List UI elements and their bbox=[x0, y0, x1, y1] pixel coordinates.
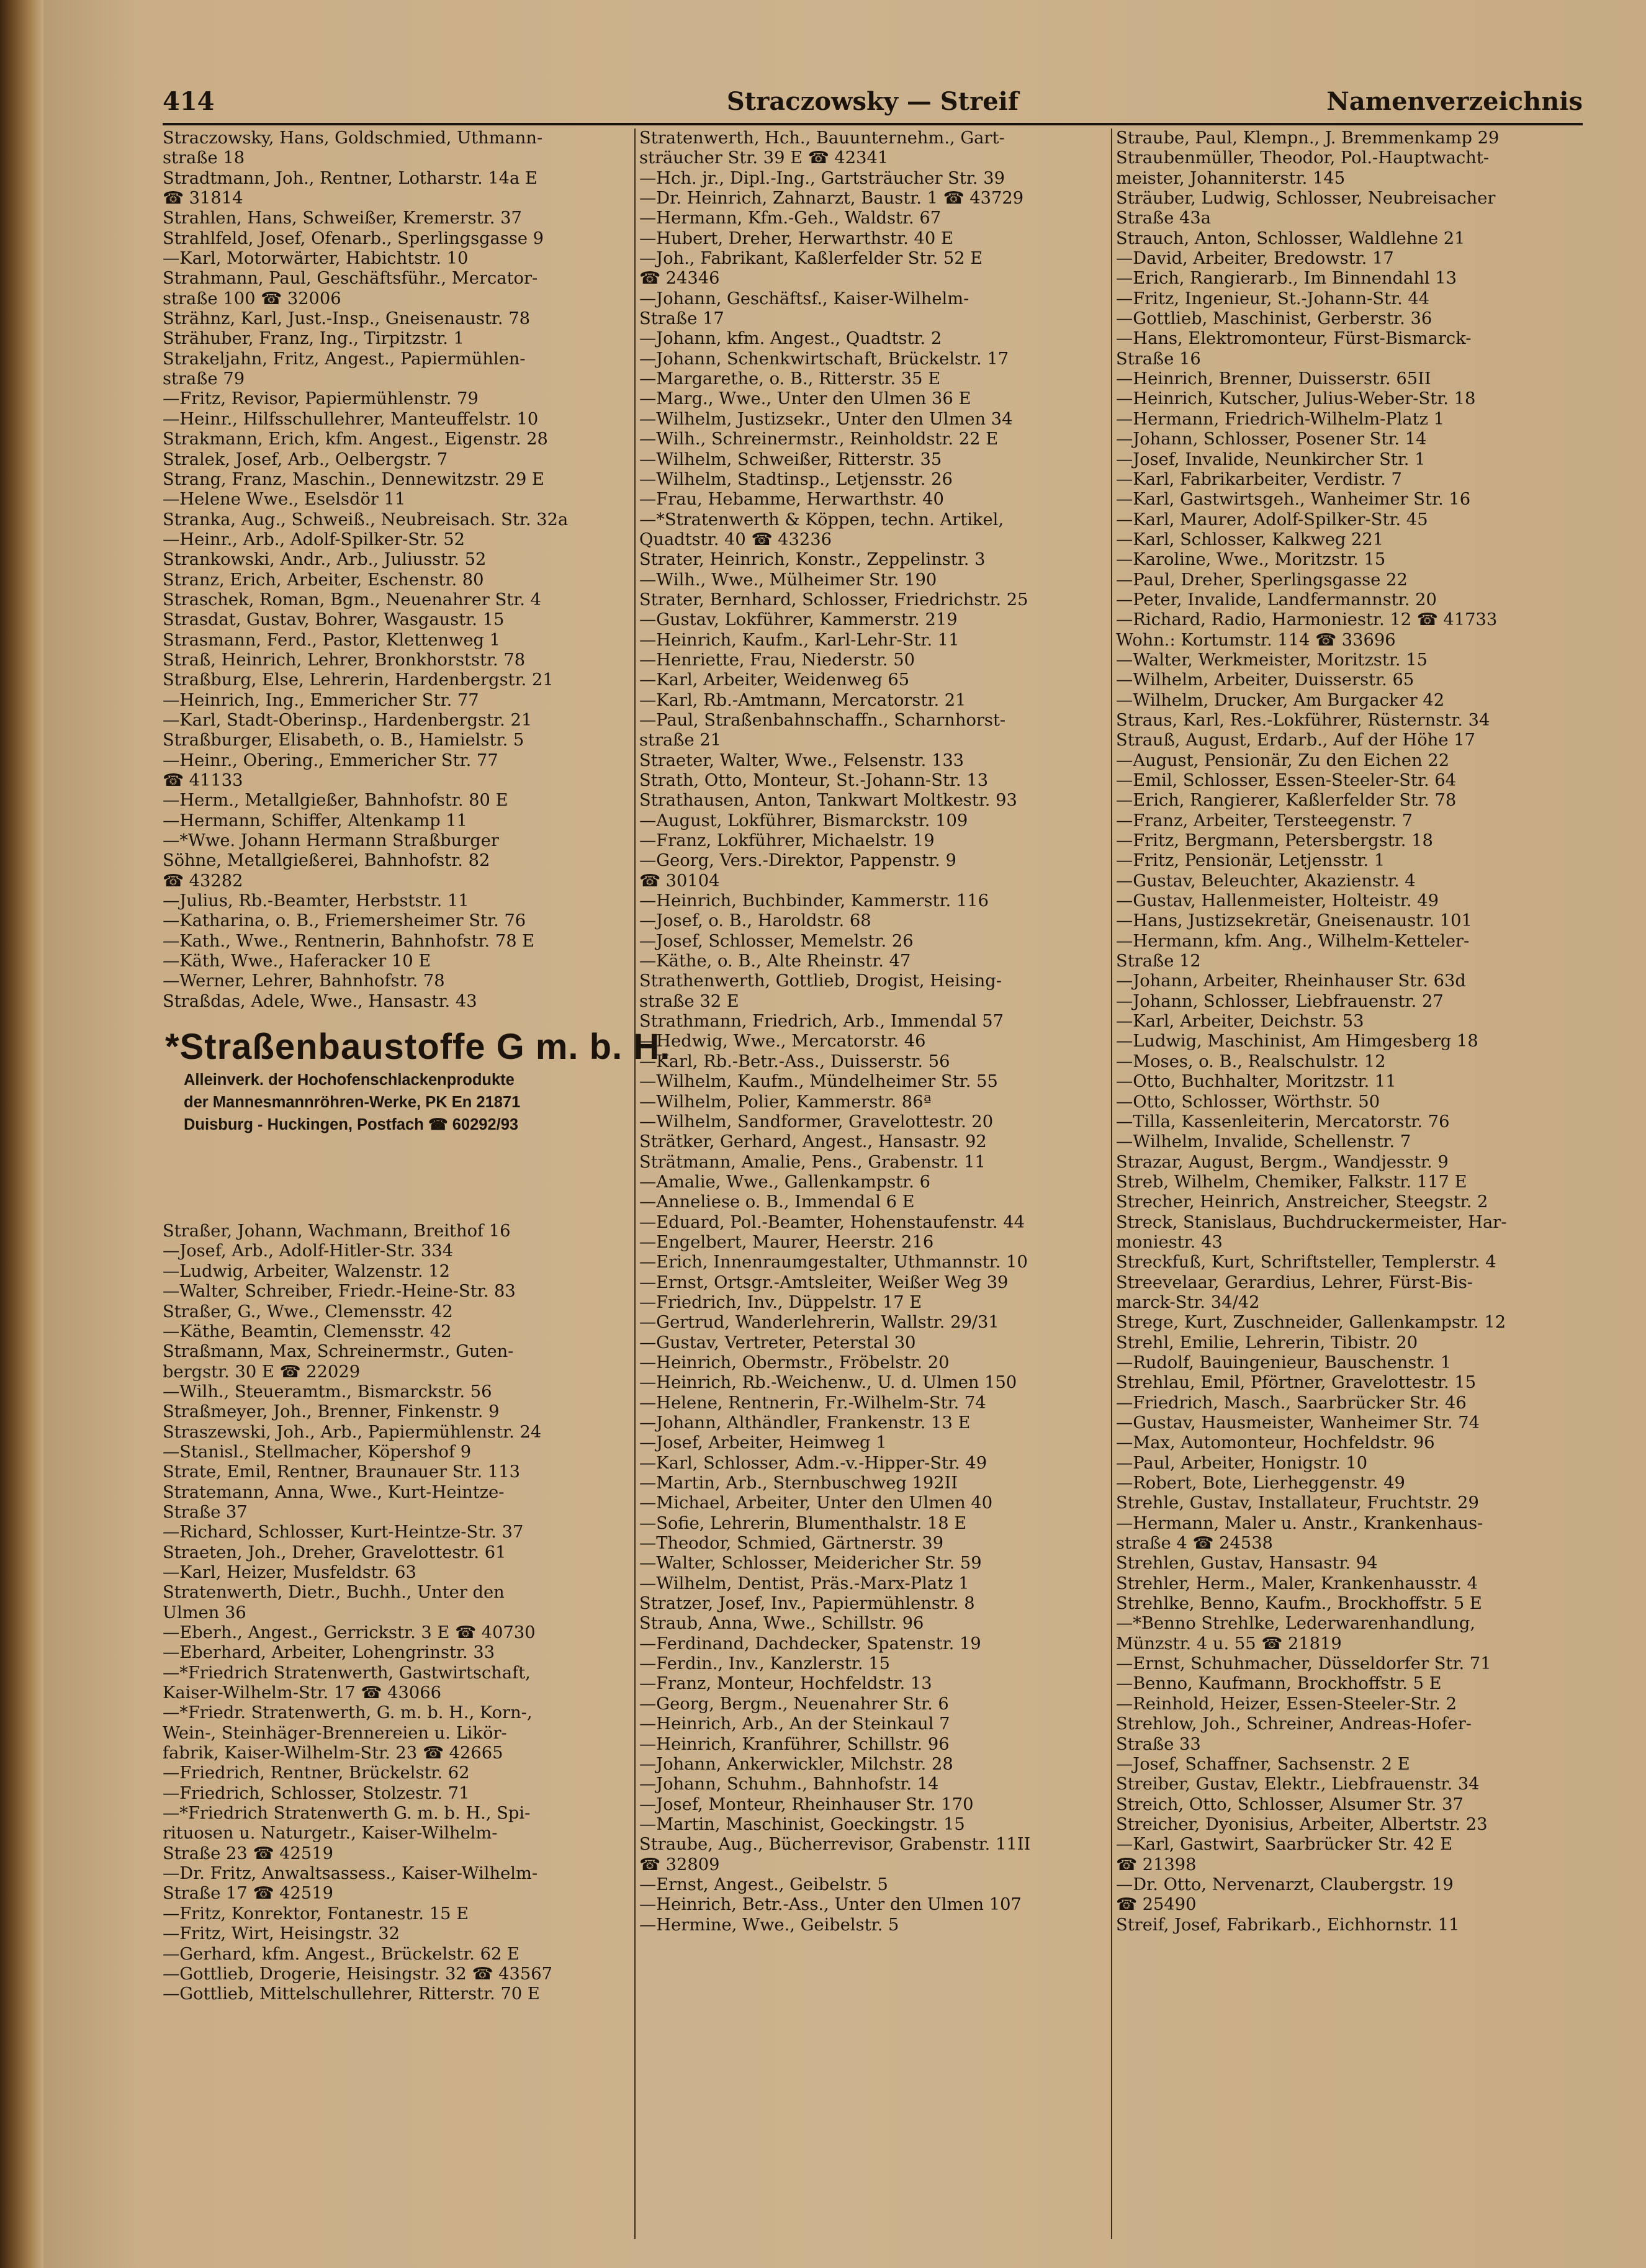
directory-entry-line: ☎ 31814 bbox=[163, 189, 243, 209]
directory-entry-line: —Walter, Schlosser, Meidericher Str. 59 bbox=[639, 1554, 982, 1573]
directory-entry-line: Strater, Bernhard, Schlosser, Friedrichstr. 25 bbox=[639, 590, 1028, 610]
directory-entry-line: —Johann, Schlosser, Posener Str. 14 bbox=[1116, 430, 1427, 449]
directory-entry-line: —Heinrich, Obermstr., Fröbelstr. 20 bbox=[639, 1352, 950, 1372]
directory-entry-line: ☎ 32809 bbox=[639, 1855, 720, 1874]
directory-entry-line: —Gustav, Hausmeister, Wanheimer Str. 74 bbox=[1116, 1413, 1480, 1433]
directory-entry-line: Straßmann, Max, Schreinermstr., Guten- bbox=[163, 1342, 514, 1362]
directory-entry-line: —David, Arbeiter, Bredowstr. 17 bbox=[1116, 249, 1394, 269]
directory-entry-line: —Karl, Arbeiter, Deichstr. 53 bbox=[1116, 1012, 1364, 1032]
directory-entry-line: —Helene, Rentnerin, Fr.-Wilhelm-Str. 74 bbox=[639, 1393, 986, 1413]
directory-entry-line: —Martin, Maschinist, Goeckingstr. 15 bbox=[639, 1814, 965, 1834]
directory-entry-line: —Ludwig, Arbeiter, Walzenstr. 12 bbox=[163, 1261, 450, 1281]
ad-line: Alleinverk. der Hochofenschlackenprodukte bbox=[184, 1071, 515, 1089]
ad-line: Duisburg - Huckingen, Postfach ☎ 60292/93 bbox=[184, 1116, 519, 1134]
directory-entry-line: Kaiser-Wilhelm-Str. 17 ☎ 43066 bbox=[163, 1683, 441, 1703]
directory-entry-line: fabrik, Kaiser-Wilhelm-Str. 23 ☎ 42665 bbox=[163, 1744, 503, 1763]
directory-entry-line: straße 79 bbox=[163, 369, 245, 389]
directory-entry-line: Strathenwerth, Gottlieb, Drogist, Heising- bbox=[639, 971, 1002, 991]
directory-entry-line: Strate, Emil, Rentner, Braunauer Str. 113 bbox=[163, 1462, 520, 1482]
directory-entry-line: —Gustav, Lokführer, Kammerstr. 219 bbox=[639, 610, 958, 630]
directory-entry-line: —Heinrich, Rb.-Weichenw., U. d. Ulmen 150 bbox=[639, 1373, 1017, 1393]
column-3 bbox=[1116, 128, 1572, 1935]
advertisement-box bbox=[163, 1025, 671, 1208]
directory-entry-line: —Hermann, Schiffer, Altenkamp 11 bbox=[163, 811, 467, 830]
directory-entry-line: Strasmann, Ferd., Pastor, Klettenweg 1 bbox=[163, 630, 501, 650]
directory-entry-line: —Wilhelm, Stadtinsp., Letjensstr. 26 bbox=[639, 469, 953, 489]
directory-entry-line: —Käthe, Beamtin, Clemensstr. 42 bbox=[163, 1321, 452, 1341]
directory-entry-line: —Joh., Fabrikant, Kaßlerfelder Str. 52 E bbox=[639, 249, 983, 269]
directory-entry-line: Straubenmüller, Theodor, Pol.-Hauptwacht- bbox=[1116, 148, 1490, 168]
directory-entry-line: —Gustav, Beleuchter, Akazienstr. 4 bbox=[1116, 871, 1416, 891]
directory-entry-line: —Karl, Gastwirtsgeh., Wanheimer Str. 16 bbox=[1116, 490, 1471, 510]
column-divider-1 bbox=[634, 128, 636, 2239]
directory-entry-line: —Hch. jr., Dipl.-Ing., Gartsträucher Str. 39 bbox=[639, 168, 1005, 188]
directory-entry-line: —Hans, Justizsekretär, Gneisenaustr. 101 bbox=[1116, 911, 1472, 931]
header-rule bbox=[163, 123, 1583, 125]
directory-entry-line: straße 100 ☎ 32006 bbox=[163, 289, 341, 308]
directory-entry-line: —Martin, Arb., Sternbuschweg 192II bbox=[639, 1474, 958, 1493]
directory-entry-line: —Dr. Heinrich, Zahnarzt, Baustr. 1 ☎ 43729 bbox=[639, 189, 1024, 209]
directory-entry-line: —Wilhelm, Polier, Kammerstr. 86ª bbox=[639, 1092, 932, 1112]
directory-entry-line: Streif, Josef, Fabrikarb., Eichhornstr. 11 bbox=[1116, 1915, 1460, 1935]
directory-entry-line: Straube, Aug., Bücherrevisor, Grabenstr. 11II bbox=[639, 1835, 1031, 1855]
directory-entry-line: Straeter, Walter, Wwe., Felsenstr. 133 bbox=[639, 750, 965, 770]
directory-entry-line: Stralek, Josef, Arb., Oelbergstr. 7 bbox=[163, 449, 448, 469]
directory-entry-line: —Fritz, Wirt, Heisingstr. 32 bbox=[163, 1924, 400, 1944]
directory-entry-line: Straße 33 bbox=[1116, 1734, 1201, 1754]
directory-entry-line: —Moses, o. B., Realschulstr. 12 bbox=[1116, 1051, 1386, 1071]
directory-entry-line: —Walter, Schreiber, Friedr.-Heine-Str. 83 bbox=[163, 1282, 516, 1302]
directory-entry-line: —Eberh., Angest., Gerrickstr. 3 E ☎ 40730 bbox=[163, 1623, 536, 1642]
directory-entry-line: —Johann, Althändler, Frankenstr. 13 E bbox=[639, 1413, 971, 1433]
directory-entry-line: —Emil, Schlosser, Essen-Steeler-Str. 64 bbox=[1116, 771, 1457, 790]
directory-entry-line: —Heinr., Obering., Emmericher Str. 77 bbox=[163, 750, 498, 770]
directory-entry-line: —Herm., Metallgießer, Bahnhofstr. 80 E bbox=[163, 791, 508, 811]
directory-entry-line: Streicher, Dyonisius, Arbeiter, Albertstr. 23 bbox=[1116, 1814, 1488, 1834]
page-number: 414 bbox=[163, 87, 215, 116]
directory-entry-line: —Karl, Heizer, Musfeldstr. 63 bbox=[163, 1562, 416, 1582]
directory-entry-line: —Heinrich, Kutscher, Julius-Weber-Str. 18 bbox=[1116, 389, 1476, 409]
directory-entry-line: —Franz, Arbeiter, Tersteegenstr. 7 bbox=[1116, 811, 1413, 830]
directory-entry-line: —Erich, Rangierarb., Im Binnendahl 13 bbox=[1116, 269, 1457, 289]
directory-entry-line: straße 32 E bbox=[639, 991, 739, 1011]
directory-entry-line: —August, Pensionär, Zu den Eichen 22 bbox=[1116, 750, 1450, 770]
directory-entry-line: —Peter, Invalide, Landfermannstr. 20 bbox=[1116, 590, 1437, 610]
directory-entry-line: —Gertrud, Wanderlehrerin, Wallstr. 29/31 bbox=[639, 1313, 999, 1333]
directory-entry-line: —Karl, Rb.-Amtmann, Mercatorstr. 21 bbox=[639, 690, 966, 710]
directory-entry-line: —Gustav, Hallenmeister, Holteistr. 49 bbox=[1116, 891, 1439, 911]
directory-entry-line: —Ernst, Angest., Geibelstr. 5 bbox=[639, 1874, 888, 1894]
directory-entry-line: rituosen u. Naturgetr., Kaiser-Wilhelm- bbox=[163, 1824, 498, 1843]
directory-entry-line: —Werner, Lehrer, Bahnhofstr. 78 bbox=[163, 971, 445, 991]
directory-entry-line: —Josef, Monteur, Rheinhauser Str. 170 bbox=[639, 1794, 974, 1814]
directory-entry-line: —Wilhelm, Invalide, Schellenstr. 7 bbox=[1116, 1132, 1411, 1152]
directory-entry-line: —Kath., Wwe., Rentnerin, Bahnhofstr. 78 E bbox=[163, 931, 535, 951]
directory-entry-line: straße 18 bbox=[163, 148, 245, 168]
directory-entry-line: meister, Johanniterstr. 145 bbox=[1116, 168, 1346, 188]
directory-entry-line: Strätmann, Amalie, Pens., Grabenstr. 11 bbox=[639, 1152, 986, 1172]
directory-entry-line: —Amalie, Wwe., Gallenkampstr. 6 bbox=[639, 1172, 930, 1192]
book-binding-shadow bbox=[0, 0, 43, 2268]
directory-entry-line: Ulmen 36 bbox=[163, 1603, 246, 1622]
directory-entry-line: Streck, Stanislaus, Buchdruckermeister, Har- bbox=[1116, 1212, 1507, 1232]
directory-entry-line: —Karl, Maurer, Adolf-Spilker-Str. 45 bbox=[1116, 510, 1428, 529]
running-title: Straczowsky — Streif bbox=[726, 87, 1019, 116]
directory-entry-line: —Eduard, Pol.-Beamter, Hohenstaufenstr. 44 bbox=[639, 1212, 1025, 1232]
directory-entry-line: —Gottlieb, Maschinist, Gerberstr. 36 bbox=[1116, 309, 1432, 329]
directory-entry-line: Strathmann, Friedrich, Arb., Immendal 57 bbox=[639, 1012, 1004, 1032]
directory-entry-line: —*Friedrich Stratenwerth, Gastwirtschaft, bbox=[163, 1663, 531, 1683]
directory-entry-line: Stratzer, Josef, Inv., Papiermühlenstr. 8 bbox=[639, 1594, 975, 1614]
directory-entry-line: —Heinrich, Arb., An der Steinkaul 7 bbox=[639, 1714, 950, 1734]
directory-entry-line: straße 21 bbox=[639, 731, 722, 750]
column-1-entries-top bbox=[163, 128, 619, 1012]
directory-entry-line: ☎ 43282 bbox=[163, 871, 243, 891]
directory-entry-line: —Ferdin., Inv., Kanzlerstr. 15 bbox=[639, 1654, 891, 1674]
column-3-entries bbox=[1116, 128, 1572, 1935]
directory-entry-line: —Anneliese o. B., Immendal 6 E bbox=[639, 1192, 915, 1212]
directory-entry-line: Strasdat, Gustav, Bohrer, Wasgaustr. 15 bbox=[163, 610, 505, 630]
directory-entry-line: Strazar, August, Bergm., Wandjesstr. 9 bbox=[1116, 1152, 1449, 1172]
directory-entry-line: —Wilhelm, Schweißer, Ritterstr. 35 bbox=[639, 449, 942, 469]
directory-entry-line: Straßer, Johann, Wachmann, Breithof 16 bbox=[163, 1222, 511, 1241]
directory-entry-line: ☎ 25490 bbox=[1116, 1895, 1197, 1915]
directory-entry-line: —Walter, Werkmeister, Moritzstr. 15 bbox=[1116, 650, 1428, 670]
directory-entry-line: Söhne, Metallgießerei, Bahnhofstr. 82 bbox=[163, 851, 490, 871]
directory-entry-line: Stranka, Aug., Schweiß., Neubreisach. Str. 32a bbox=[163, 510, 569, 529]
directory-entry-line: —Wilhelm, Drucker, Am Burgacker 42 bbox=[1116, 690, 1445, 710]
directory-entry-line: —Franz, Lokführer, Michaelstr. 19 bbox=[639, 831, 935, 851]
directory-entry-line: —Reinhold, Heizer, Essen-Steeler-Str. 2 bbox=[1116, 1694, 1457, 1714]
directory-entry-line: —Paul, Dreher, Sperlingsgasse 22 bbox=[1116, 570, 1408, 590]
directory-entry-line: —Fritz, Konrektor, Fontanestr. 15 E bbox=[163, 1904, 469, 1924]
directory-entry-line: —Heinrich, Ing., Emmericher Str. 77 bbox=[163, 690, 479, 710]
directory-entry-line: —Georg, Bergm., Neuenahrer Str. 6 bbox=[639, 1694, 949, 1714]
directory-entry-line: Strehl, Emilie, Lehrerin, Tibistr. 20 bbox=[1116, 1333, 1418, 1352]
directory-entry-line: —Josef, Arbeiter, Heimweg 1 bbox=[639, 1433, 887, 1453]
directory-entry-line: —Heinrich, Kranführer, Schillstr. 96 bbox=[639, 1734, 950, 1754]
directory-entry-line: —Karl, Stadt-Oberinsp., Hardenbergstr. 21 bbox=[163, 710, 533, 730]
directory-entry-line: —Wilhelm, Sandformer, Gravelottestr. 20 bbox=[639, 1112, 994, 1132]
directory-entry-line: —Marg., Wwe., Unter den Ulmen 36 E bbox=[639, 389, 971, 409]
directory-entry-line: —Josef, Invalide, Neunkircher Str. 1 bbox=[1116, 449, 1426, 469]
directory-entry-line: Straß, Heinrich, Lehrer, Bronkhorststr. 78 bbox=[163, 650, 526, 670]
directory-entry-line: —Erich, Innenraumgestalter, Uthmannstr. 10 bbox=[639, 1253, 1028, 1272]
directory-entry-line: —Johann, Arbeiter, Rheinhauser Str. 63d bbox=[1116, 971, 1466, 991]
directory-entry-line: —*Benno Strehlke, Lederwarenhandlung, bbox=[1116, 1614, 1475, 1634]
directory-entry-line: —Franz, Monteur, Hochfeldstr. 13 bbox=[639, 1674, 932, 1694]
directory-entry-line: Wohn.: Kortumstr. 114 ☎ 33696 bbox=[1116, 630, 1396, 650]
directory-entry-line: Strähuber, Franz, Ing., Tirpitzstr. 1 bbox=[163, 329, 464, 349]
directory-entry-line: Strathausen, Anton, Tankwart Moltkestr. 93 bbox=[639, 791, 1017, 811]
directory-entry-line: —Tilla, Kassenleiterin, Mercatorstr. 76 bbox=[1116, 1112, 1450, 1132]
directory-entry-line: —Wilh., Wwe., Mülheimer Str. 190 bbox=[639, 570, 937, 590]
directory-entry-line: Strehlke, Benno, Kaufm., Brockhoffstr. 5 E bbox=[1116, 1594, 1482, 1614]
directory-entry-line: Straßburg, Else, Lehrerin, Hardenbergstr. 21 bbox=[163, 670, 554, 690]
directory-entry-line: Straczowsky, Hans, Goldschmied, Uthmann- bbox=[163, 128, 543, 148]
directory-entry-line: —Gustav, Vertreter, Peterstal 30 bbox=[639, 1333, 916, 1352]
directory-entry-line: —Helene Wwe., Eselsdör 11 bbox=[163, 490, 406, 510]
directory-entry-line: —Johann, Schlosser, Liebfrauenstr. 27 bbox=[1116, 991, 1444, 1011]
directory-entry-line: —Michael, Arbeiter, Unter den Ulmen 40 bbox=[639, 1493, 993, 1513]
directory-entry-line: —Max, Automonteur, Hochfeldstr. 96 bbox=[1116, 1433, 1435, 1453]
directory-entry-line: —Käthe, o. B., Alte Rheinstr. 47 bbox=[639, 952, 911, 971]
directory-entry-line: —Josef, Schlosser, Memelstr. 26 bbox=[639, 931, 914, 951]
directory-entry-line: —Robert, Bote, Lierheggenstr. 49 bbox=[1116, 1474, 1405, 1493]
directory-entry-line: Straeten, Joh., Dreher, Gravelottestr. 61 bbox=[163, 1542, 506, 1562]
column-1 bbox=[163, 128, 671, 2005]
directory-entry-line: —Johann, Schuhm., Bahnhofstr. 14 bbox=[639, 1775, 939, 1794]
directory-entry-line: —Hermann, kfm. Ang., Wilhelm-Ketteler- bbox=[1116, 931, 1470, 951]
directory-entry-line: —Wilhelm, Arbeiter, Duisserstr. 65 bbox=[1116, 670, 1414, 690]
directory-entry-line: —Johann, Schenkwirtschaft, Brückelstr. 17 bbox=[639, 349, 1009, 369]
directory-entry-line: —Hermann, Friedrich-Wilhelm-Platz 1 bbox=[1116, 409, 1445, 429]
directory-entry-line: Quadtstr. 40 ☎ 43236 bbox=[639, 529, 832, 549]
directory-entry-line: —Karl, Fabrikarbeiter, Verdistr. 7 bbox=[1116, 469, 1402, 489]
directory-entry-line: —Josef, o. B., Haroldstr. 68 bbox=[639, 911, 871, 931]
directory-entry-line: Strauch, Anton, Schlosser, Waldlehne 21 bbox=[1116, 228, 1465, 248]
directory-entry-line: —Heinrich, Betr.-Ass., Unter den Ulmen 107 bbox=[639, 1895, 1022, 1915]
directory-entry-line: Münzstr. 4 u. 55 ☎ 21819 bbox=[1116, 1634, 1342, 1654]
directory-entry-line: —Johann, Geschäftsf., Kaiser-Wilhelm- bbox=[639, 289, 969, 308]
directory-entry-line: —Stanisl., Stellmacher, Köpershof 9 bbox=[163, 1442, 472, 1462]
directory-entry-line: —Engelbert, Maurer, Heerstr. 216 bbox=[639, 1232, 934, 1252]
directory-entry-line: —Richard, Schlosser, Kurt-Heintze-Str. 37 bbox=[163, 1523, 524, 1542]
directory-entry-line: —Ferdinand, Dachdecker, Spatenstr. 19 bbox=[639, 1634, 981, 1654]
directory-entry-line: sträucher Str. 39 E ☎ 42341 bbox=[639, 148, 889, 168]
directory-entry-line: —Wilh., Steueramtm., Bismarckstr. 56 bbox=[163, 1382, 492, 1402]
column-2 bbox=[639, 128, 1095, 1935]
directory-entry-line: Stranz, Erich, Arbeiter, Eschenstr. 80 bbox=[163, 570, 484, 590]
directory-entry-line: Streiber, Gustav, Elektr., Liebfrauenstr. 34 bbox=[1116, 1775, 1480, 1794]
directory-entry-line: —Ludwig, Maschinist, Am Himgesberg 18 bbox=[1116, 1032, 1478, 1051]
ad-line: der Mannesmannröhren-Werke, PK En 21871 bbox=[184, 1094, 521, 1112]
directory-entry-line: bergstr. 30 E ☎ 22029 bbox=[163, 1362, 361, 1382]
directory-entry-line: —Margarethe, o. B., Ritterstr. 35 E bbox=[639, 369, 941, 389]
directory-entry-line: —*Wwe. Johann Hermann Straßburger bbox=[163, 831, 499, 851]
directory-entry-line: —Ernst, Schuhmacher, Düsseldorfer Str. 71 bbox=[1116, 1654, 1491, 1674]
directory-entry-line: Strath, Otto, Monteur, St.-Johann-Str. 13 bbox=[639, 771, 989, 790]
directory-entry-line: Streevelaar, Gerardius, Lehrer, Fürst-Bis- bbox=[1116, 1272, 1473, 1292]
directory-entry-line: —Hermine, Wwe., Geibelstr. 5 bbox=[639, 1915, 899, 1935]
directory-entry-line: Strahlfeld, Josef, Ofenarb., Sperlingsgasse 9 bbox=[163, 228, 544, 248]
column-divider-2 bbox=[1111, 128, 1112, 2239]
directory-entry-line: Straus, Karl, Res.-Lokführer, Rüsternstr. 34 bbox=[1116, 710, 1490, 730]
directory-entry-line: —August, Lokführer, Bismarckstr. 109 bbox=[639, 811, 968, 830]
directory-entry-line: —Erich, Rangierer, Kaßlerfelder Str. 78 bbox=[1116, 791, 1457, 811]
directory-entry-line: Streb, Wilhelm, Chemiker, Falkstr. 117 E bbox=[1116, 1172, 1467, 1192]
directory-entry-line: —Heinrich, Buchbinder, Kammerstr. 116 bbox=[639, 891, 989, 911]
directory-entry-line: —*Stratenwerth & Köppen, techn. Artikel, bbox=[639, 510, 1004, 529]
directory-entry-line: —Otto, Schlosser, Wörthstr. 50 bbox=[1116, 1092, 1380, 1112]
page-header bbox=[163, 87, 1583, 122]
directory-entry-line: —Karl, Rb.-Betr.-Ass., Duisserstr. 56 bbox=[639, 1051, 950, 1071]
column-2-entries bbox=[639, 128, 1095, 1935]
directory-entry-line: —Karl, Motorwärter, Habichtstr. 10 bbox=[163, 249, 469, 269]
directory-entry-line: Strankowski, Andr., Arb., Juliusstr. 52 bbox=[163, 550, 487, 570]
column-1-entries-bottom bbox=[163, 1222, 619, 2004]
directory-entry-line: —Heinr., Arb., Adolf-Spilker-Str. 52 bbox=[163, 529, 465, 549]
directory-entry-line: Strehle, Gustav, Installateur, Fruchtstr. 29 bbox=[1116, 1493, 1479, 1513]
directory-entry-line: Strang, Franz, Maschin., Dennewitzstr. 29 E bbox=[163, 469, 544, 489]
directory-entry-line: —Karl, Schlosser, Kalkweg 221 bbox=[1116, 529, 1384, 549]
directory-entry-line: —Heinr., Hilfsschullehrer, Manteuffelstr. 10 bbox=[163, 409, 539, 429]
directory-entry-line: —Gottlieb, Mittelschullehrer, Ritterstr. 70 E bbox=[163, 1984, 540, 2004]
directory-entry-line: ☎ 30104 bbox=[639, 871, 720, 891]
directory-entry-line: Streckfuß, Kurt, Schriftsteller, Templerstr. 4 bbox=[1116, 1253, 1496, 1272]
directory-entry-line: —Wilhelm, Justizsekr., Unter den Ulmen 34 bbox=[639, 409, 1013, 429]
directory-entry-line: —Wilhelm, Dentist, Präs.-Marx-Platz 1 bbox=[639, 1573, 969, 1593]
ad-title: *Straßenbaustoffe G m. b. H. bbox=[165, 1027, 671, 1068]
directory-entry-line: Straßer, G., Wwe., Clemensstr. 42 bbox=[163, 1302, 453, 1321]
directory-entry-line: —Theodor, Schmied, Gärtnerstr. 39 bbox=[639, 1534, 944, 1554]
directory-entry-line: Strakmann, Erich, kfm. Angest., Eigenstr. 28 bbox=[163, 430, 548, 449]
directory-entry-line: —*Friedrich Stratenwerth G. m. b. H., Spi- bbox=[163, 1804, 531, 1824]
directory-entry-line: —Dr. Fritz, Anwaltsassess., Kaiser-Wilhelm- bbox=[163, 1864, 538, 1884]
directory-entry-line: —Paul, Arbeiter, Honigstr. 10 bbox=[1116, 1453, 1368, 1473]
directory-entry-line: Strehler, Herm., Maler, Krankenhausstr. 4 bbox=[1116, 1573, 1478, 1593]
directory-entry-line: —Fritz, Bergmann, Petersbergstr. 18 bbox=[1116, 831, 1433, 851]
directory-entry-line: —Rudolf, Bauingenieur, Bauschenstr. 1 bbox=[1116, 1352, 1452, 1372]
directory-entry-line: Straße 17 ☎ 42519 bbox=[163, 1884, 333, 1904]
directory-entry-line: —Fritz, Pensionär, Letjensstr. 1 bbox=[1116, 851, 1385, 871]
directory-entry-line: —Frau, Hebamme, Herwarthstr. 40 bbox=[639, 490, 944, 510]
directory-entry-line: Straße 17 bbox=[639, 309, 724, 329]
directory-entry-line: Streich, Otto, Schlosser, Alsumer Str. 37 bbox=[1116, 1794, 1464, 1814]
directory-entry-line: —Hans, Elektromonteur, Fürst-Bismarck- bbox=[1116, 329, 1472, 349]
directory-entry-line: —Friedrich, Masch., Saarbrücker Str. 46 bbox=[1116, 1393, 1467, 1413]
directory-entry-line: —Karl, Arbeiter, Weidenweg 65 bbox=[639, 670, 910, 690]
directory-entry-line: Stratemann, Anna, Wwe., Kurt-Heintze- bbox=[163, 1482, 505, 1502]
directory-entry-line: Stradtmann, Joh., Rentner, Lotharstr. 14a E bbox=[163, 168, 537, 188]
directory-entry-line: —Hedwig, Wwe., Mercatorstr. 46 bbox=[639, 1032, 926, 1051]
directory-entry-line: Straschek, Roman, Bgm., Neuenahrer Str. 4 bbox=[163, 590, 542, 610]
directory-entry-line: Strahlen, Hans, Schweißer, Kremerstr. 37 bbox=[163, 209, 522, 228]
directory-entry-line: Straßdas, Adele, Wwe., Hansastr. 43 bbox=[163, 991, 477, 1011]
directory-entry-line: Straße 23 ☎ 42519 bbox=[163, 1843, 333, 1863]
directory-entry-line: Straße 43a bbox=[1116, 209, 1212, 228]
directory-entry-line: ☎ 21398 bbox=[1116, 1855, 1197, 1874]
directory-entry-line: ☎ 24346 bbox=[639, 269, 720, 289]
directory-entry-line: —Johann, kfm. Angest., Quadtstr. 2 bbox=[639, 329, 942, 349]
directory-entry-line: Strater, Heinrich, Konstr., Zeppelinstr. 3 bbox=[639, 550, 986, 570]
directory-entry-line: Straßburger, Elisabeth, o. B., Hamielstr. 5 bbox=[163, 731, 524, 750]
directory-entry-line: —Benno, Kaufmann, Brockhoffstr. 5 E bbox=[1116, 1674, 1442, 1694]
directory-entry-line: Stratenwerth, Hch., Bauunternehm., Gart- bbox=[639, 128, 1005, 148]
directory-entry-line: —Karoline, Wwe., Moritzstr. 15 bbox=[1116, 550, 1386, 570]
directory-entry-line: —Käth, Wwe., Haferacker 10 E bbox=[163, 952, 431, 971]
directory-entry-line: —Hermann, Kfm.-Geh., Waldstr. 67 bbox=[639, 209, 942, 228]
directory-entry-line: Strakeljahn, Fritz, Angest., Papiermühlen- bbox=[163, 349, 526, 369]
directory-entry-line: —Georg, Vers.-Direktor, Pappenstr. 9 bbox=[639, 851, 956, 871]
directory-entry-line: —Paul, Straßenbahnschaffn., Scharnhorst- bbox=[639, 710, 1006, 730]
directory-entry-line: —Eberhard, Arbeiter, Lohengrinstr. 33 bbox=[163, 1643, 495, 1663]
directory-entry-line: marck-Str. 34/42 bbox=[1116, 1292, 1260, 1312]
directory-entry-line: —Heinrich, Brenner, Duisserstr. 65II bbox=[1116, 369, 1431, 389]
directory-entry-line: Straube, Paul, Klempn., J. Bremmenkamp 29 bbox=[1116, 128, 1500, 148]
directory-entry-line: —Gerhard, kfm. Angest., Brückelstr. 62 E bbox=[163, 1944, 519, 1964]
directory-entry-line: —Julius, Rb.-Beamter, Herbststr. 11 bbox=[163, 891, 469, 911]
directory-entry-line: Strähnz, Karl, Just.-Insp., Gneisenaustr. 78 bbox=[163, 309, 530, 329]
directory-entry-line: —Fritz, Revisor, Papiermühlenstr. 79 bbox=[163, 389, 479, 409]
directory-entry-line: Wein-, Steinhäger-Brennereien u. Likör- bbox=[163, 1723, 507, 1743]
directory-entry-line: —Heinrich, Kaufm., Karl-Lehr-Str. 11 bbox=[639, 630, 960, 650]
directory-entry-line: Straub, Anna, Wwe., Schillstr. 96 bbox=[639, 1614, 924, 1634]
directory-entry-line: —Johann, Ankerwickler, Milchstr. 28 bbox=[639, 1754, 953, 1774]
directory-entry-line: —Fritz, Ingenieur, St.-Johann-Str. 44 bbox=[1116, 289, 1430, 308]
directory-entry-line: Straße 16 bbox=[1116, 349, 1201, 369]
directory-entry-line: Straße 12 bbox=[1116, 952, 1201, 971]
directory-entry-line: Strahmann, Paul, Geschäftsführ., Mercator- bbox=[163, 269, 538, 289]
directory-entry-line: —Dr. Otto, Nervenarzt, Claubergstr. 19 bbox=[1116, 1874, 1454, 1894]
directory-entry-line: Strauß, August, Erdarb., Auf der Höhe 17 bbox=[1116, 731, 1475, 750]
directory-entry-line: ☎ 41133 bbox=[163, 771, 243, 790]
directory-entry-line: —Karl, Gastwirt, Saarbrücker Str. 42 E bbox=[1116, 1835, 1453, 1855]
directory-entry-line: —Otto, Buchhalter, Moritzstr. 11 bbox=[1116, 1072, 1396, 1092]
directory-entry-line: Straszewski, Joh., Arb., Papiermühlenstr. 24 bbox=[163, 1422, 542, 1442]
directory-entry-line: —*Friedr. Stratenwerth, G. m. b. H., Korn-, bbox=[163, 1703, 533, 1723]
directory-entry-line: Straßmeyer, Joh., Brenner, Finkenstr. 9 bbox=[163, 1402, 500, 1422]
directory-entry-line: —Sofie, Lehrerin, Blumenthalstr. 18 E bbox=[639, 1513, 967, 1533]
directory-entry-line: Strehlow, Joh., Schreiner, Andreas-Hofer- bbox=[1116, 1714, 1472, 1734]
directory-entry-line: —Josef, Arb., Adolf-Hitler-Str. 334 bbox=[163, 1241, 454, 1261]
directory-entry-line: —Henriette, Frau, Niederstr. 50 bbox=[639, 650, 915, 670]
directory-entry-line: —Friedrich, Schlosser, Stolzestr. 71 bbox=[163, 1783, 470, 1803]
directory-entry-line: Stratenwerth, Dietr., Buchh., Unter den bbox=[163, 1583, 505, 1603]
directory-entry-line: —Ernst, Ortsgr.-Amtsleiter, Weißer Weg 39 bbox=[639, 1272, 1009, 1292]
directory-entry-line: —Richard, Radio, Harmoniestr. 12 ☎ 41733 bbox=[1116, 610, 1498, 630]
directory-entry-line: Strehlau, Emil, Pförtner, Gravelottestr. 15 bbox=[1116, 1373, 1477, 1393]
directory-entry-line: —Friedrich, Rentner, Brückelstr. 62 bbox=[163, 1763, 470, 1783]
directory-entry-line: —Karl, Schlosser, Adm.-v.-Hipper-Str. 49 bbox=[639, 1453, 987, 1473]
directory-entry-line: —Friedrich, Inv., Düppelstr. 17 E bbox=[639, 1292, 922, 1312]
directory-entry-line: Sträuber, Ludwig, Schlosser, Neubreisacher bbox=[1116, 189, 1496, 209]
directory-entry-line: —Hubert, Dreher, Herwarthstr. 40 E bbox=[639, 228, 953, 248]
directory-entry-line: Straße 37 bbox=[163, 1502, 248, 1522]
directory-entry-line: —Gottlieb, Drogerie, Heisingstr. 32 ☎ 43567 bbox=[163, 1964, 552, 1984]
directory-entry-line: Strege, Kurt, Zuschneider, Gallenkampstr. 12 bbox=[1116, 1313, 1506, 1333]
directory-entry-line: —Hermann, Maler u. Anstr., Krankenhaus- bbox=[1116, 1513, 1483, 1533]
directory-entry-line: —Wilh., Schreinermstr., Reinholdstr. 22 E bbox=[639, 430, 999, 449]
directory-entry-line: —Josef, Schaffner, Sachsenstr. 2 E bbox=[1116, 1754, 1410, 1774]
directory-entry-line: —Wilhelm, Kaufm., Mündelheimer Str. 55 bbox=[639, 1072, 998, 1092]
directory-entry-line: straße 4 ☎ 24538 bbox=[1116, 1534, 1273, 1554]
section-title: Namenverzeichnis bbox=[1326, 87, 1583, 116]
directory-entry-line: Strehlen, Gustav, Hansastr. 94 bbox=[1116, 1554, 1378, 1573]
directory-entry-line: moniestr. 43 bbox=[1116, 1232, 1223, 1252]
directory-entry-line: Strecher, Heinrich, Anstreicher, Steegstr. 2 bbox=[1116, 1192, 1488, 1212]
directory-entry-line: —Katharina, o. B., Friemersheimer Str. 76 bbox=[163, 911, 526, 931]
directory-entry-line: Strätker, Gerhard, Angest., Hansastr. 92 bbox=[639, 1132, 987, 1152]
